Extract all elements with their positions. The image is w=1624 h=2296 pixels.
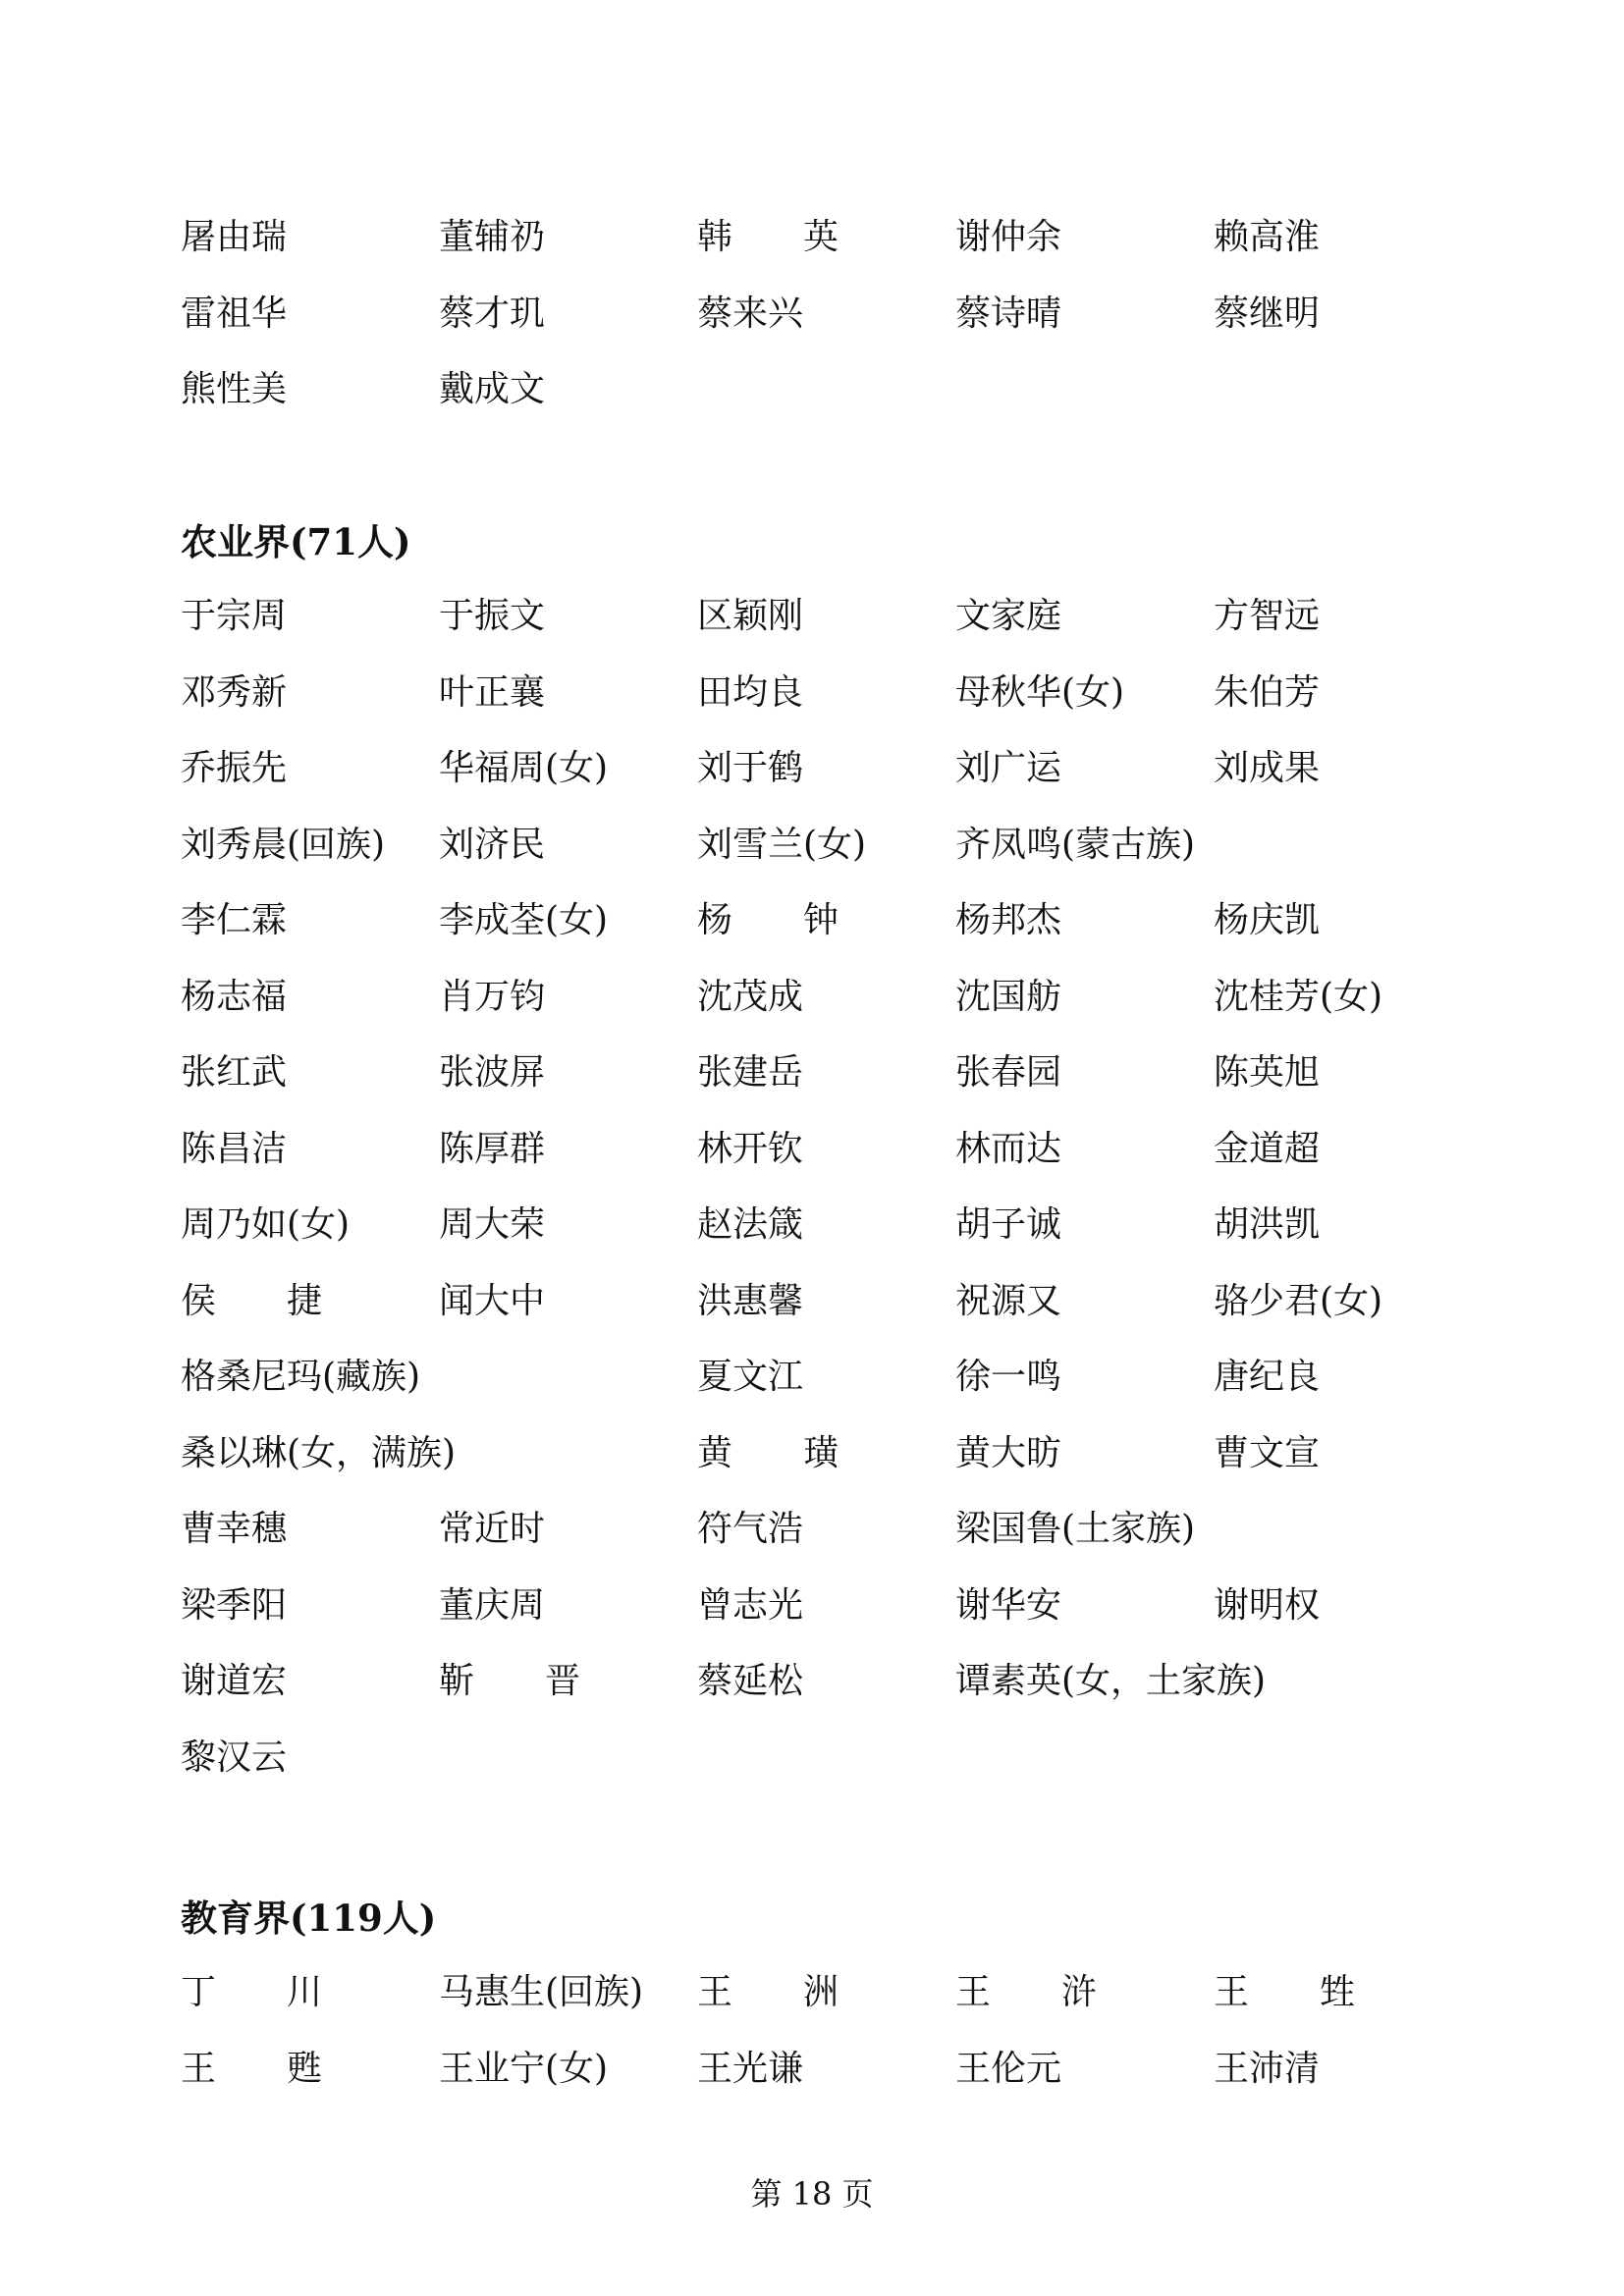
member-name: 蔡诗晴 (955, 293, 1062, 334)
member-name: 母秋华(女) (955, 671, 1125, 713)
member-name: 王 洲 (697, 1972, 839, 2012)
member-name: 王业宁(女) (439, 2048, 609, 2089)
member-name: 杨 钟 (697, 900, 839, 940)
member-name: 曹文宣 (1214, 1432, 1321, 1473)
member-name: 屠由瑞 (181, 217, 288, 257)
member-name: 黄大昉 (955, 1432, 1062, 1473)
member-name: 朱伯芳 (1214, 671, 1321, 713)
name-row (0, 739, 1624, 798)
member-name: 常近时 (439, 1509, 546, 1549)
member-name: 赖高淮 (1214, 217, 1321, 257)
member-name: 林而达 (955, 1128, 1062, 1169)
member-name: 靳 晋 (439, 1661, 581, 1701)
member-name: 蔡来兴 (697, 293, 804, 334)
member-name: 刘于鹤 (697, 748, 804, 788)
member-name: 文家庭 (955, 596, 1062, 636)
name-row (0, 587, 1624, 646)
member-name: 梁国鲁(土家族) (955, 1509, 1196, 1549)
member-name: 祝源又 (955, 1280, 1062, 1321)
member-name: 张春园 (955, 1052, 1062, 1093)
member-name: 刘成果 (1214, 748, 1321, 788)
name-row (0, 1424, 1624, 1483)
member-name: 陈厚群 (439, 1128, 546, 1169)
member-name: 乔振先 (181, 748, 288, 788)
member-name: 黎汉云 (181, 1736, 288, 1778)
member-name: 林开钦 (697, 1128, 804, 1169)
member-name: 王光谦 (697, 2048, 804, 2089)
member-name: 蔡才玑 (439, 293, 546, 334)
member-name: 格桑尼玛(藏族) (181, 1357, 421, 1397)
member-name: 桑以琳(女，满族) (181, 1432, 457, 1473)
name-row (0, 1500, 1624, 1559)
member-name: 王沛清 (1214, 2048, 1321, 2089)
member-name: 陈昌洁 (181, 1128, 288, 1169)
member-name: 于振文 (439, 596, 546, 636)
member-name: 田均良 (697, 671, 804, 713)
member-name: 于宗周 (181, 596, 288, 636)
member-name: 胡子诚 (955, 1204, 1062, 1245)
page-number: 第 18 页 (750, 2175, 874, 2213)
name-row (0, 1652, 1624, 1711)
name-row (0, 1963, 1624, 2022)
member-name: 周乃如(女) (181, 1204, 351, 1245)
member-name: 齐凤鸣(蒙古族) (955, 824, 1196, 865)
member-name: 张红武 (181, 1052, 288, 1093)
member-name: 蔡延松 (697, 1661, 804, 1701)
name-row (0, 1272, 1624, 1331)
member-name: 骆少君(女) (1214, 1280, 1383, 1321)
member-name: 夏文江 (697, 1357, 804, 1397)
member-name: 谢明权 (1214, 1584, 1321, 1626)
member-name: 董辅礽 (439, 217, 546, 257)
name-row (0, 891, 1624, 950)
member-name: 王伦元 (955, 2048, 1062, 2089)
name-row (0, 1196, 1624, 1255)
member-name: 曹幸穗 (181, 1509, 288, 1549)
member-name: 沈桂芳(女) (1214, 976, 1383, 1017)
member-name: 马惠生(回族) (439, 1972, 644, 2012)
member-name: 曾志光 (697, 1584, 804, 1626)
name-row (0, 1576, 1624, 1635)
name-row (0, 664, 1624, 722)
member-name: 李成荃(女) (439, 900, 609, 940)
member-name: 叶正襄 (439, 671, 546, 713)
member-name: 丁 川 (181, 1972, 323, 2012)
member-name: 肖万钧 (439, 976, 546, 1017)
member-name: 唐纪良 (1214, 1357, 1321, 1397)
name-row (0, 816, 1624, 875)
member-name: 符气浩 (697, 1509, 804, 1549)
member-name: 胡洪凯 (1214, 1204, 1321, 1245)
name-row (0, 360, 1624, 419)
member-name: 刘秀晨(回族) (181, 824, 386, 865)
name-row (0, 1120, 1624, 1179)
member-name: 洪惠馨 (697, 1280, 804, 1321)
member-name: 闻大中 (439, 1280, 546, 1321)
member-name: 谢华安 (955, 1584, 1062, 1626)
member-name: 蔡继明 (1214, 293, 1321, 334)
member-name: 华福周(女) (439, 748, 609, 788)
member-name: 谢仲余 (955, 217, 1062, 257)
member-name: 谢道宏 (181, 1661, 288, 1701)
member-name: 李仁霖 (181, 900, 288, 940)
member-name: 梁季阳 (181, 1584, 288, 1626)
member-name: 韩 英 (697, 217, 839, 257)
member-name: 侯 捷 (181, 1280, 323, 1321)
member-name: 刘广运 (955, 748, 1062, 788)
member-name: 王 浒 (955, 1972, 1098, 2012)
member-name: 刘雪兰(女) (697, 824, 867, 865)
member-name: 陈英旭 (1214, 1052, 1321, 1093)
member-name: 方智远 (1214, 596, 1321, 636)
member-name: 刘济民 (439, 824, 546, 865)
section-title-agriculture: 农业界(71人) (181, 520, 411, 563)
name-row (0, 208, 1624, 267)
member-name: 熊性美 (181, 369, 288, 409)
name-row (0, 1729, 1624, 1788)
name-row (0, 1348, 1624, 1407)
member-name: 赵法箴 (697, 1204, 804, 1245)
member-name: 王 甡 (1214, 1972, 1356, 2012)
member-name: 杨邦杰 (955, 900, 1062, 940)
member-name: 区颖刚 (697, 596, 804, 636)
member-name: 谭素英(女，土家族) (955, 1661, 1267, 1701)
name-row (0, 2040, 1624, 2099)
member-name: 金道超 (1214, 1128, 1321, 1169)
member-name: 徐一鸣 (955, 1357, 1062, 1397)
member-name: 杨志福 (181, 976, 288, 1017)
section-title-education: 教育界(119人) (181, 1896, 437, 1940)
member-name: 黄 璜 (697, 1432, 839, 1473)
member-name: 沈国舫 (955, 976, 1062, 1017)
name-row (0, 1043, 1624, 1102)
member-name: 雷祖华 (181, 293, 288, 334)
member-name: 王 甦 (181, 2048, 323, 2089)
member-name: 张建岳 (697, 1052, 804, 1093)
member-name: 周大荣 (439, 1204, 546, 1245)
member-name: 戴成文 (439, 369, 546, 409)
member-name: 邓秀新 (181, 671, 288, 713)
member-name: 沈茂成 (697, 976, 804, 1017)
name-row (0, 285, 1624, 344)
member-name: 董庆周 (439, 1584, 546, 1626)
member-name: 张波屏 (439, 1052, 546, 1093)
member-name: 杨庆凯 (1214, 900, 1321, 940)
name-row (0, 968, 1624, 1027)
